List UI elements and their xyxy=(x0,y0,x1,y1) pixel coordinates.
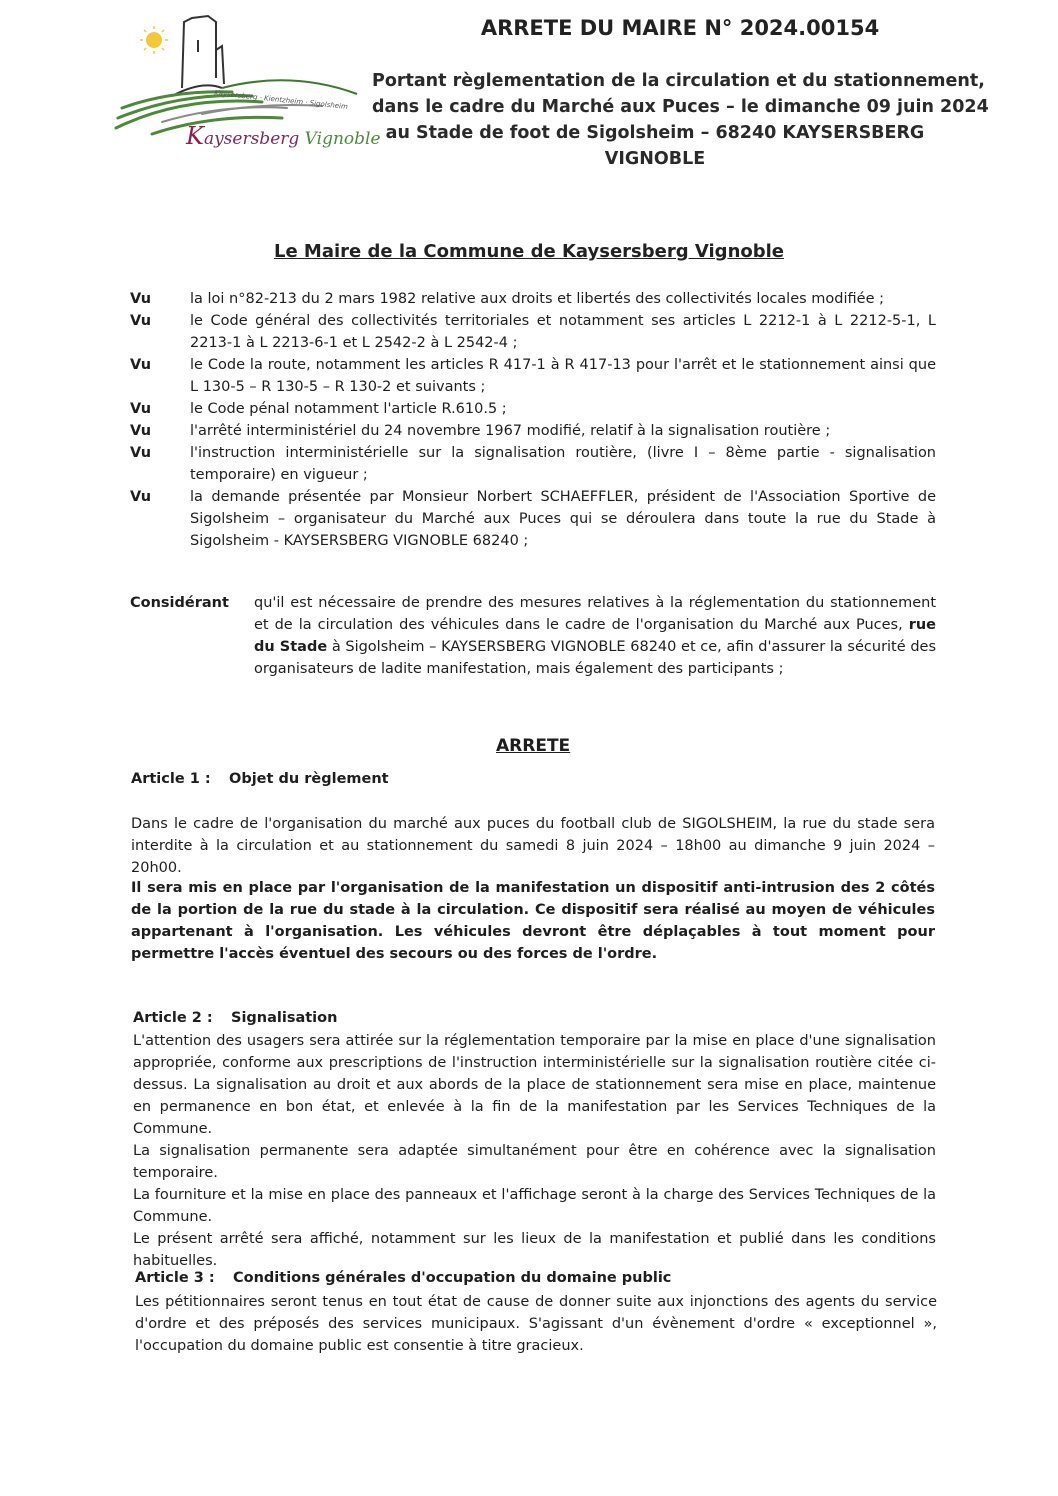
vu-text: la loi n°82-213 du 2 mars 1982 relative aux droits et libertés des collectivités locales modifiée ; xyxy=(190,291,884,307)
article-3-title: Conditions générales d'occupation du domaine public xyxy=(233,1270,672,1286)
subtitle-line: VIGNOBLE xyxy=(604,149,706,169)
vu-item xyxy=(130,442,936,486)
article-3-number: Article 3 : xyxy=(135,1270,215,1286)
castle-tower-icon xyxy=(172,16,224,96)
vu-item xyxy=(130,420,936,442)
vu-text: l'instruction interministérielle sur la signalisation routière, (livre I – 8ème partie - signalisation temporaire) en vigueur ; xyxy=(190,445,936,483)
vu-list xyxy=(130,288,936,552)
article-3-paragraph: Les pétitionnaires seront tenus en tout état de cause de donner suite aux injonctions des agents du service d'ordre et des préposés des services municipaux. S'agissant d'un évènement d'ordre « exceptionnel », l'occupation du domaine public est consentie à titre gracieux. xyxy=(135,1294,937,1354)
decree-title: ARRETE DU MAIRE N° 2024.00154 xyxy=(480,16,880,40)
considerant-text-before: qu'il est nécessaire de prendre des mesures relatives à la réglementation du stationnement et de la circulation des véhicules dans le cadre de l'organisation du Marché aux Puces, xyxy=(254,595,936,633)
vu-label: Vu xyxy=(130,401,152,417)
considerant-street: rue du Stade xyxy=(254,617,936,655)
article-1-heading xyxy=(131,771,389,787)
article-1-bold-paragraph: Il sera mis en place par l'organisation de la manifestation un dispositif anti-intrusion des 2 côtés de la portion de la rue du stade à la circulation. Ce dispositif sera réalisé au moyen de véhicules appartenant à l'organisation. Les véhicules devront être déplaçables à tout moment pour permettre l'accès éventuel des secours ou des forces de l'ordre. xyxy=(131,880,935,962)
vu-label: Vu xyxy=(130,357,152,373)
subtitle-line: Portant règlementation de la circulation et du stationnement, xyxy=(372,71,985,91)
article-2-paragraph: L'attention des usagers sera attirée sur la réglementation temporaire par la mise en place d'une signalisation appropriée, conforme aux prescriptions de l'instruction interministérielle sur la signalisation routière citée ci-dessus. La signalisation au droit et aux abords de la place de stationnement sera mise en place, maintenue en permanence en bon état, et enlevée à la fin de la manifestation par les Services Techniques de la Commune. xyxy=(133,1033,936,1137)
article-2-paragraph: Le présent arrêté sera affiché, notamment sur les lieux de la manifestation et publié dans les conditions habituelles. xyxy=(133,1231,936,1269)
vu-text: le Code pénal notamment l'article R.610.5 ; xyxy=(190,401,507,417)
article-1-number: Article 1 : xyxy=(131,771,211,787)
vu-label: Vu xyxy=(130,445,152,461)
logo-word-vignoble: Vignoble xyxy=(304,129,381,149)
vu-label: Vu xyxy=(130,313,152,329)
logo-wordmark xyxy=(186,122,381,150)
vu-label: Vu xyxy=(130,291,152,307)
article-2-number: Article 2 : xyxy=(133,1010,213,1026)
considerant-text xyxy=(254,592,936,680)
vu-label: Vu xyxy=(130,423,152,439)
subtitle-line: dans le cadre du Marché aux Puces – le dimanche 09 juin 2024 xyxy=(372,97,989,117)
logo-letter-k: K xyxy=(186,122,204,150)
decree-subtitle xyxy=(372,68,989,172)
sun-icon xyxy=(140,26,168,54)
logo-word-kaysersberg: aysersberg xyxy=(203,129,300,149)
vu-text: le Code la route, notamment les articles R 417-1 à R 417-13 pour l'arrêt et le stationnement ainsi que L 130-5 – R 130-5 – R 130-2 et suivants ; xyxy=(190,357,936,395)
logo-arc-text: Kaysersberg · Kientzheim · Sigolsheim xyxy=(213,89,349,111)
mayor-heading: Le Maire de la Commune de Kaysersberg Vignoble xyxy=(273,241,785,262)
considerant-label: Considérant xyxy=(130,595,229,611)
vu-text: la demande présentée par Monsieur Norbert SCHAEFFLER, président de l'Association Sportive de Sigolsheim – organisateur du Marché aux Puces qui se déroulera dans toute la rue du Stade à Sigolsheim - KAYSERSBERG VIGNOBLE 68240 ; xyxy=(190,489,936,549)
vu-item xyxy=(130,354,936,398)
vu-label: Vu xyxy=(130,489,152,505)
vu-text: l'arrêté interministériel du 24 novembre 1967 modifié, relatif à la signalisation routière ; xyxy=(190,423,831,439)
article-2-body xyxy=(133,1030,936,1272)
considerant-text-after: à Sigolsheim – KAYSERSBERG VIGNOBLE 68240 et ce, afin d'assurer la sécurité des organisateurs de ladite manifestation, mais également des participants ; xyxy=(254,639,936,677)
article-2-paragraph: La signalisation permanente sera adaptée simultanément pour être en cohérence avec la signalisation temporaire. xyxy=(133,1143,936,1181)
arrete-heading: ARRETE xyxy=(496,736,571,756)
vu-text: le Code général des collectivités territoriales et notamment ses articles L 2212-1 à L 2212-5-1, L 2213-1 à L 2213-6-1 et L 2542-2 à L 2542-4 ; xyxy=(190,313,936,351)
article-3-heading xyxy=(135,1270,671,1286)
article-2-heading xyxy=(133,1010,337,1026)
considerant-block xyxy=(130,592,936,680)
article-2-title: Signalisation xyxy=(231,1010,338,1026)
vu-item xyxy=(130,398,936,420)
article-1-paragraph: Dans le cadre de l'organisation du marché aux puces du football club de SIGOLSHEIM, la rue du stade sera interdite à la circulation et au stationnement du samedi 8 juin 2024 – 18h00 au dimanche 9 juin 2024 – 20h00. xyxy=(131,816,935,876)
article-2-paragraph: La fourniture et la mise en place des panneaux et l'affichage seront à la charge des Services Techniques de la Commune. xyxy=(133,1187,936,1225)
article-1-title: Objet du règlement xyxy=(229,771,389,787)
subtitle-line: au Stade de foot de Sigolsheim – 68240 KAYSERSBERG xyxy=(385,123,925,143)
vu-item xyxy=(130,310,936,354)
vu-item xyxy=(130,486,936,552)
vu-item xyxy=(130,288,936,310)
